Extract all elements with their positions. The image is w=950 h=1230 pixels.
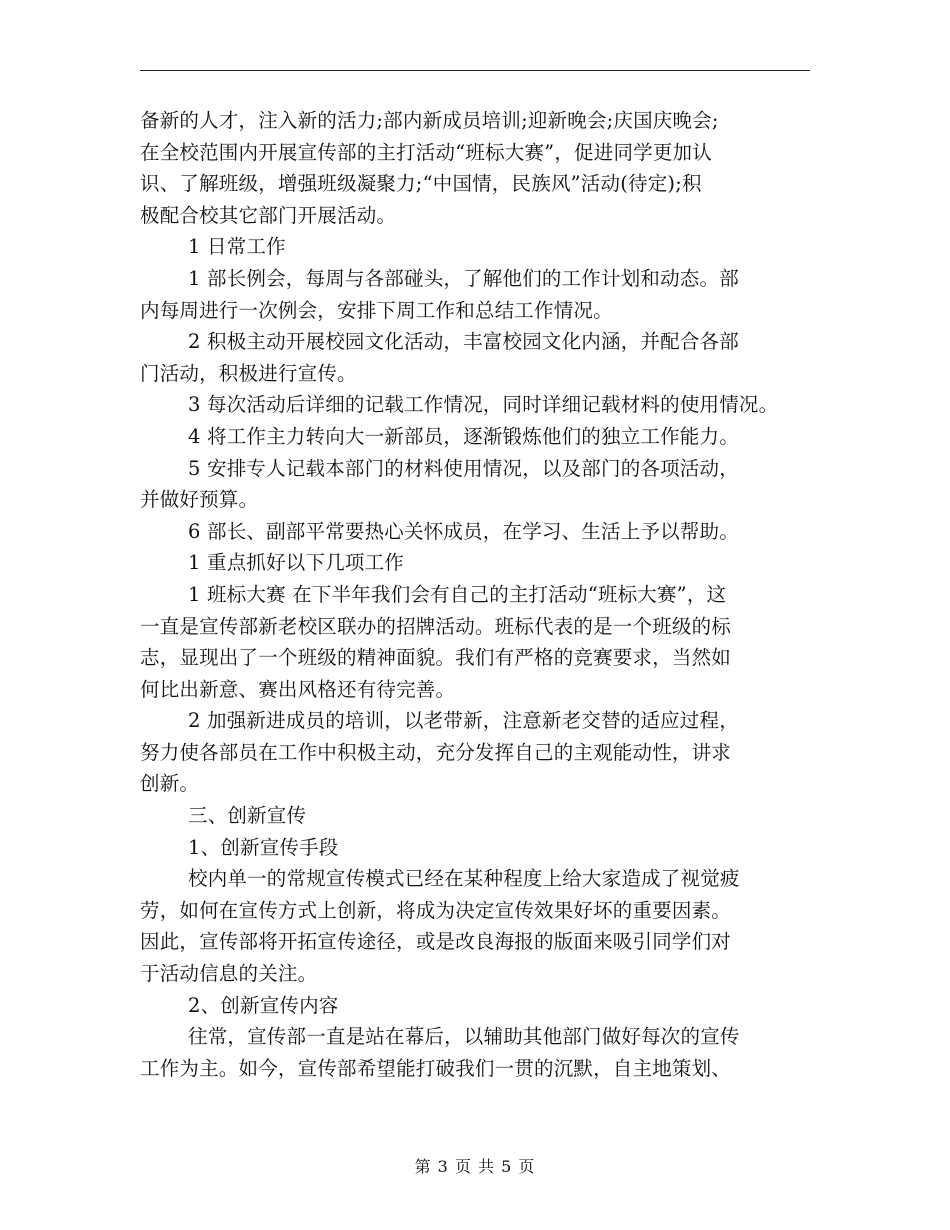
text-line: 因此，宣传部将开拓宣传途径，或是改良海报的版面来吸引同学们对: [140, 930, 732, 954]
text-line: 3 每次活动后详细的记载工作情况，同时详细记载材料的使用情况。: [188, 393, 779, 417]
text-line: 劳，如何在宣传方式上创新，将成为决定宣传效果好坏的重要因素。: [140, 898, 732, 922]
text-line: 往常，宣传部一直是站在幕后，以辅助其他部门做好每次的宣传: [188, 1025, 740, 1049]
text-line: 1 重点抓好以下几项工作: [188, 551, 405, 575]
text-line: 2 加强新进成员的培训，以老带新，注意新老交替的适应过程，: [188, 709, 739, 733]
text-line: 1 部长例会，每周与各部碰头，了解他们的工作计划和动态。部: [188, 266, 739, 290]
text-line: 2、创新宣传内容: [188, 993, 339, 1017]
text-line: 4 将工作主力转向大一新部员，逐渐锻炼他们的独立工作能力。: [188, 424, 739, 448]
text-line: 极配合校其它部门开展活动。: [140, 203, 397, 227]
text-line: 于活动信息的关注。: [140, 962, 318, 986]
text-line: 三、创新宣传: [188, 804, 307, 828]
text-line: 识、了解班级，增强班级凝聚力;“中国情，民族风”活动(待定);积: [140, 172, 702, 196]
text-line: 内每周进行一次例会，安排下周工作和总结工作情况。: [140, 298, 613, 322]
text-line: 2 积极主动开展校园文化活动，丰富校园文化内涵，并配合各部: [188, 330, 739, 354]
page-footer: 第 3 页 共 5 页: [414, 1157, 536, 1176]
text-line: 5 安排专人记载本部门的材料使用情况，以及部门的各项活动，: [188, 456, 739, 480]
text-line: 1、创新宣传手段: [188, 835, 339, 859]
text-line: 校内单一的常规宣传模式已经在某种程度上给大家造成了视觉疲: [188, 867, 740, 891]
text-line: 一直是宣传部新老校区联办的招牌活动。班标代表的是一个班级的标: [140, 614, 732, 638]
text-line: 6 部长、副部平常要热心关怀成员，在学习、生活上予以帮助。: [188, 519, 739, 543]
text-line: 门活动，积极进行宣传。: [140, 361, 357, 385]
text-line: 1 班标大赛 在下半年我们会有自己的主打活动“班标大赛”，这: [188, 582, 727, 606]
text-line: 1 日常工作: [188, 235, 286, 259]
text-line: 备新的人才，注入新的活力;部内新成员培训;迎新晚会;庆国庆晚会;: [140, 109, 719, 132]
text-line: 并做好预算。: [140, 488, 259, 512]
header-rule: [140, 70, 810, 71]
text-line: 工作为主。如今，宣传部希望能打破我们一贯的沉默，自主地策划、: [140, 1056, 732, 1080]
text-line: 志，显现出了一个班级的精神面貌。我们有严格的竞赛要求，当然如: [140, 646, 732, 670]
text-line: 努力使各部员在工作中积极主动，充分发挥自己的主观能动性，讲求: [140, 740, 732, 764]
text-line: 在全校范围内开展宣传部的主打活动“班标大赛”，促进同学更加认: [140, 140, 712, 164]
document-body: [140, 105, 810, 1084]
text-line: 何比出新意、赛出风格还有待完善。: [140, 677, 456, 701]
text-line: 创新。: [140, 772, 200, 796]
